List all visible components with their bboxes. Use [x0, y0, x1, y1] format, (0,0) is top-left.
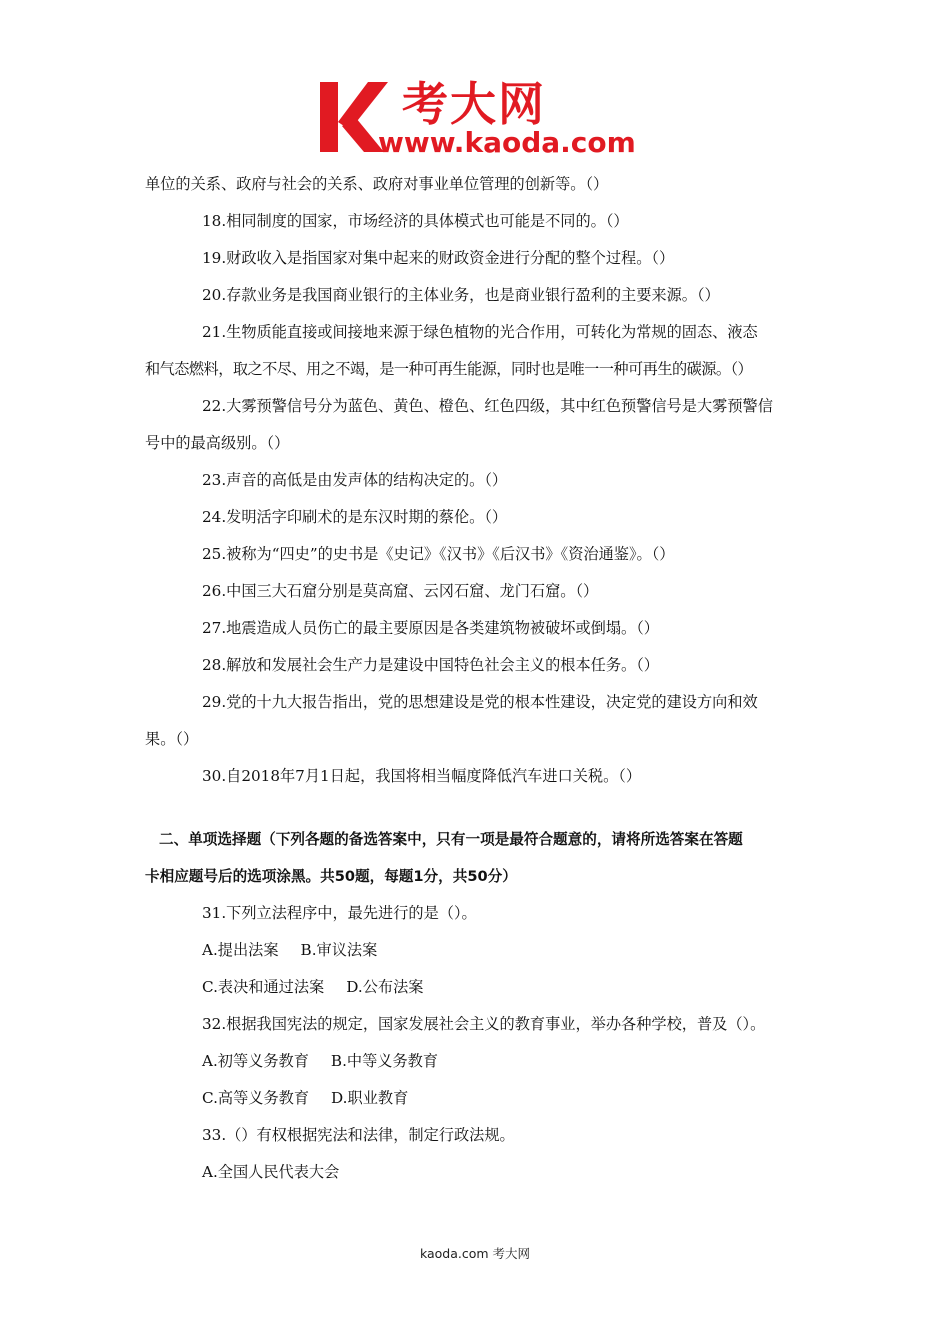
- question-23: 23.声音的高低是由发声体的结构决定的。（）: [202, 471, 508, 489]
- question-32-options-cd: [145, 1080, 810, 1117]
- text-line: 单位的关系、政府与社会的关系、政府对事业单位管理的创新等。（）: [145, 175, 609, 193]
- question-21-cont: 和气态燃料，取之不尽、用之不竭，是一种可再生能源，同时也是唯一一种可再生的碳源。（）: [145, 360, 753, 378]
- question-33-option-a: A.全国人民代表大会: [202, 1163, 340, 1181]
- option-c: C.高等义务教育: [202, 1089, 310, 1107]
- question-22-cont: 号中的最高级别。（）: [145, 434, 290, 452]
- option-b: B.审议法案: [300, 941, 378, 959]
- question-21: 21.生物质能直接或间接地来源于绿色植物的光合作用，可转化为常规的固态、液态: [202, 323, 758, 341]
- section-heading-cont: 卡相应题号后的选项涂黑。共50题，每题1分，共50分）: [145, 868, 517, 885]
- question-26: 26.中国三大石窟分别是莫高窟、云冈石窟、龙门石窟。（）: [202, 582, 599, 600]
- question-24: 24.发明活字印刷术的是东汉时期的蔡伦。（）: [202, 508, 508, 526]
- question-31-options-cd: [145, 969, 810, 1006]
- question-33: 33.（）有权根据宪法和法律，制定行政法规。: [202, 1126, 515, 1144]
- section-heading: 二、单项选择题（下列各题的备选答案中，只有一项是最符合题意的，请将所选答案在答题: [159, 831, 743, 848]
- question-29-cont: 果。（）: [145, 730, 199, 748]
- option-c: C.表决和通过法案: [202, 978, 325, 996]
- question-31: 31.下列立法程序中，最先进行的是（）。: [202, 904, 477, 922]
- logo-url-text: www.kaoda.com: [378, 126, 636, 159]
- question-25: 25.被称为“四史”的史书是《史记》《汉书》《后汉书》《资治通鉴》。（）: [202, 545, 675, 563]
- question-32: 32.根据我国宪法的规定，国家发展社会主义的教育事业，举办各种学校，普及（）。: [202, 1015, 766, 1033]
- kaoda-logo: [316, 78, 646, 160]
- question-28: 28.解放和发展社会生产力是建设中国特色社会主义的根本任务。（）: [202, 656, 659, 674]
- logo-brand-text: 考大网: [402, 77, 546, 131]
- question-32-options-ab: [145, 1043, 810, 1080]
- option-b: B.中等义务教育: [330, 1052, 439, 1070]
- option-a: A.初等义务教育: [202, 1052, 309, 1070]
- question-20: 20.存款业务是我国商业银行的主体业务，也是商业银行盈利的主要来源。（）: [202, 286, 720, 304]
- question-31-options-ab: [145, 932, 810, 969]
- option-d: D.公布法案: [346, 978, 424, 996]
- question-19: 19.财政收入是指国家对集中起来的财政资金进行分配的整个过程。（）: [202, 249, 675, 267]
- page-footer: kaoda.com 考大网: [419, 1246, 531, 1261]
- question-18: 18.相同制度的国家，市场经济的具体模式也可能是不同的。（）: [202, 212, 629, 230]
- question-22: 22.大雾预警信号分为蓝色、黄色、橙色、红色四级，其中红色预警信号是大雾预警信: [202, 397, 773, 415]
- question-27: 27.地震造成人员伤亡的最主要原因是各类建筑物被破坏或倒塌。（）: [202, 619, 659, 637]
- question-29: 29.党的十九大报告指出，党的思想建设是党的根本性建设，决定党的建设方向和效: [202, 693, 758, 711]
- option-d: D.职业教育: [331, 1089, 409, 1107]
- question-30: 30.自2018年7月1日起，我国将相当幅度降低汽车进口关税。（）: [202, 767, 642, 785]
- option-a: A.提出法案: [202, 941, 279, 959]
